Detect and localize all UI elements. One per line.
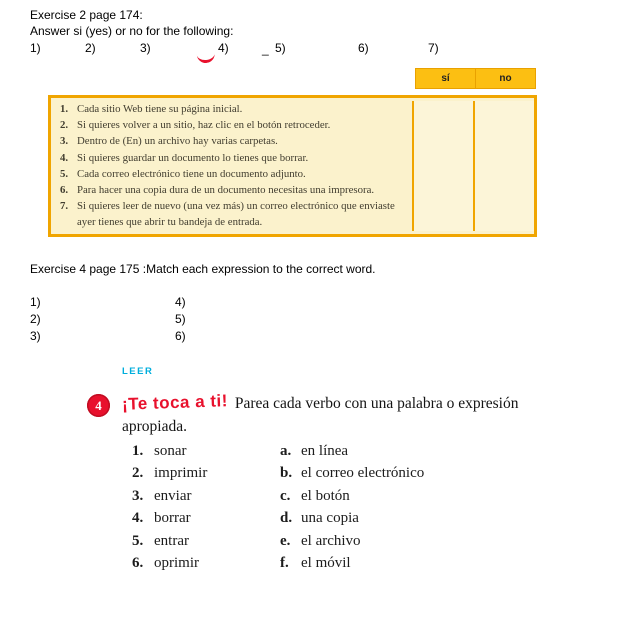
row-text: Si quieres leer de nuevo (una vez más) un correo electrónico que enviaste ayer tienes que abrir tu bandeja de entrada. <box>77 200 395 229</box>
statement <box>51 133 412 149</box>
match-text: el correo electrónico <box>301 465 425 482</box>
table-row <box>51 182 534 198</box>
row-text: Cada correo electrónico tiene un documento adjunto. <box>77 167 306 180</box>
ex2-answer-slot-7[interactable]: 7) <box>428 41 439 55</box>
statement <box>51 198 412 230</box>
row-text: Si quieres volver a un sitio, haz clic en el botón retroceder. <box>77 119 331 132</box>
verb-number: 1. <box>132 442 144 459</box>
verb-text: enviar <box>154 487 192 504</box>
si-answer-cell[interactable] <box>412 133 473 149</box>
ex4-answer-slot-3[interactable]: 3) <box>30 329 41 343</box>
match-text: el móvil <box>301 555 351 572</box>
ex4-answer-slot-5[interactable]: 5) <box>175 312 186 326</box>
match-letter: e. <box>280 532 291 549</box>
match-letter: d. <box>280 510 293 527</box>
leer-label: LEER <box>122 366 154 377</box>
no-answer-cell[interactable] <box>473 133 534 149</box>
stray-underscore-mark: _ <box>262 42 269 56</box>
statement <box>51 182 412 198</box>
match-row <box>132 508 424 531</box>
table-row <box>51 166 534 182</box>
activity-number: 4 <box>95 397 102 413</box>
match-letter: a. <box>280 442 292 459</box>
ex2-answer-slot-1[interactable]: 1) <box>30 41 41 55</box>
verb-text: borrar <box>154 510 191 527</box>
match-text: en línea <box>301 442 349 459</box>
activity-instructions-text: Parea cada verbo con una palabra o expresión apropiada. <box>122 395 519 435</box>
matching-list <box>132 440 424 575</box>
statement <box>51 150 412 166</box>
match-text: el archivo <box>301 532 361 549</box>
column-header-si: sí <box>415 68 476 89</box>
row-text: Cada sitio Web tiene su página inicial. <box>77 103 243 115</box>
verb-number: 3. <box>132 487 144 504</box>
activity-instructions <box>122 391 522 438</box>
verb-number: 2. <box>132 465 144 482</box>
match-row <box>132 463 424 486</box>
statement <box>51 166 412 182</box>
ex2-answer-slot-3[interactable]: 3) <box>140 41 151 55</box>
verb-text: imprimir <box>154 465 208 482</box>
row-number: 3. <box>60 135 69 148</box>
match-row <box>132 485 424 508</box>
row-number: 7. <box>60 200 69 213</box>
exercise4-title: Exercise 4 page 175 :Match each expression to the correct word. <box>30 262 376 276</box>
no-answer-cell[interactable] <box>473 198 534 230</box>
verb-number: 4. <box>132 510 144 527</box>
exercise2-instructions: Answer si (yes) or no for the following: <box>30 24 234 38</box>
row-text: Dentro de (En) un archivo hay varias carpetas. <box>77 135 278 148</box>
table-row <box>51 150 534 166</box>
si-answer-cell[interactable] <box>412 182 473 198</box>
match-row <box>132 553 424 576</box>
si-answer-cell[interactable] <box>412 198 473 230</box>
verb-text: oprimir <box>154 555 199 572</box>
row-text: Si quieres guardar un documento lo tienes que borrar. <box>77 151 309 164</box>
statement <box>51 101 412 117</box>
exercise2-table <box>48 95 537 237</box>
si-answer-cell[interactable] <box>412 150 473 166</box>
ex2-answer-slot-2[interactable]: 2) <box>85 41 96 55</box>
statement <box>51 117 412 133</box>
match-text: una copia <box>301 510 359 527</box>
column-header-no: no <box>476 68 536 89</box>
table-row <box>51 133 534 149</box>
row-number: 1. <box>60 103 69 115</box>
match-letter: c. <box>280 487 291 504</box>
match-letter: f. <box>280 555 289 572</box>
row-number: 2. <box>60 119 69 132</box>
red-annotation-mark <box>197 51 216 64</box>
si-answer-cell[interactable] <box>412 117 473 133</box>
si-no-column-headers <box>415 68 536 89</box>
ex2-answer-slot-5[interactable]: 5) <box>275 41 286 55</box>
row-number: 4. <box>60 151 69 164</box>
no-answer-cell[interactable] <box>473 150 534 166</box>
ex4-answer-slot-2[interactable]: 2) <box>30 312 41 326</box>
verb-number: 6. <box>132 555 144 572</box>
row-number: 6. <box>60 184 69 197</box>
table-row <box>51 117 534 133</box>
match-row <box>132 530 424 553</box>
no-answer-cell[interactable] <box>473 101 534 117</box>
activity-title: ¡Te toca a ti! <box>121 391 229 414</box>
activity-number-badge <box>87 394 110 417</box>
row-text: Para hacer una copia dura de un documento necesitas una impresora. <box>77 184 375 197</box>
no-answer-cell[interactable] <box>473 182 534 198</box>
match-row <box>132 440 424 463</box>
verb-number: 5. <box>132 532 144 549</box>
no-answer-cell[interactable] <box>473 117 534 133</box>
exercise2-answer-slots <box>0 41 622 61</box>
si-answer-cell[interactable] <box>412 166 473 182</box>
ex2-answer-slot-4[interactable]: 4) <box>218 41 229 55</box>
verb-text: sonar <box>154 442 187 459</box>
row-number: 5. <box>60 167 69 180</box>
ex2-answer-slot-6[interactable]: 6) <box>358 41 369 55</box>
ex4-answer-slot-1[interactable]: 1) <box>30 295 41 309</box>
exercise2-title: Exercise 2 page 174: <box>30 8 143 22</box>
ex4-answer-slot-6[interactable]: 6) <box>175 329 186 343</box>
table-row <box>51 101 534 117</box>
si-answer-cell[interactable] <box>412 101 473 117</box>
table-row <box>51 198 534 230</box>
match-text: el botón <box>301 487 350 504</box>
match-letter: b. <box>280 465 293 482</box>
verb-text: entrar <box>154 532 189 549</box>
no-answer-cell[interactable] <box>473 166 534 182</box>
ex4-answer-slot-4[interactable]: 4) <box>175 295 186 309</box>
